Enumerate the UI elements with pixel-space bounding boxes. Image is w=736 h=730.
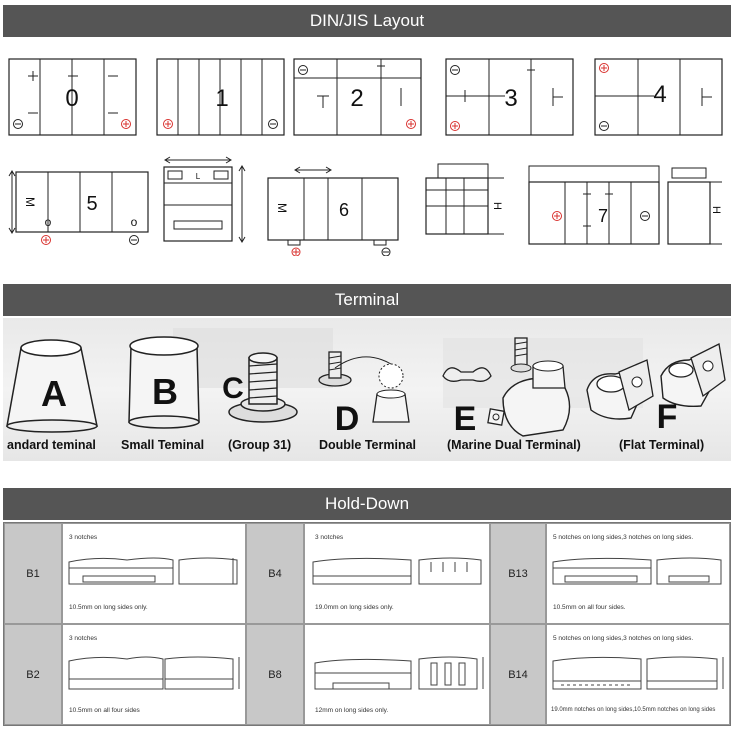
holddown-b13-bottom: 10.5mm on all four sides.: [553, 604, 626, 611]
layout-7-diagram: [527, 164, 663, 246]
holddown-cell-b13: [546, 523, 730, 624]
svg-text:C: C: [222, 372, 244, 405]
layout-7-label: 7: [597, 206, 609, 226]
layout-5-l-label: L: [195, 172, 201, 181]
layout-1-label: 1: [215, 85, 229, 112]
terminal-b-icon: [129, 337, 199, 428]
terminal-b-label: Small Teminal: [121, 438, 205, 452]
layout-section-title: DIN/JIS Layout: [3, 5, 731, 37]
layout-3-label: 3: [504, 85, 518, 112]
layout-5-side-diagram: [160, 155, 256, 245]
svg-text:A: A: [41, 373, 67, 414]
layout-4-label: 4: [653, 81, 667, 108]
terminal-a-icon: [7, 340, 97, 432]
holddown-b1-top: 3 notches: [69, 534, 98, 541]
holddown-b4-bottom: 19.0mm on long sides only.: [315, 604, 394, 611]
holddown-b14-top: 5 notches on long sides,3 notches on long sides.: [553, 635, 694, 642]
holddown-code-b1: B1: [4, 523, 62, 624]
layout-6-m-label: M: [275, 203, 289, 213]
svg-text:B: B: [152, 371, 178, 412]
svg-text:F: F: [656, 398, 678, 436]
layout-5-m-label: M: [23, 197, 37, 207]
terminal-section-title: Terminal: [3, 284, 731, 316]
holddown-code-b14: B14: [490, 624, 546, 725]
terminal-f-label: (Flat Terminal): [619, 438, 705, 452]
terminal-d-label: Double Terminal: [319, 438, 417, 452]
holddown-b1-bottom: 10.5mm on long sides only.: [69, 604, 148, 611]
layout-6-h-label: H: [491, 202, 503, 210]
holddown-b4-top: 3 notches: [315, 534, 344, 541]
holddown-b2-bottom: 10.5mm on all four sides: [69, 707, 140, 714]
holddown-b2-top: 3 notches: [69, 635, 98, 642]
layout-5-label: 5: [86, 193, 98, 215]
svg-text:D: D: [334, 400, 360, 438]
layout-0-label: 0: [65, 85, 79, 112]
layout-2-label: 2: [350, 85, 364, 112]
terminal-c-label: (Group 31): [228, 438, 292, 452]
holddown-code-b4: B4: [246, 523, 304, 624]
layout-3-diagram: [445, 58, 575, 136]
terminal-e-label: (Marine Dual Terminal): [447, 438, 581, 452]
layout-6-side-diagram: [424, 162, 508, 238]
terminal-a-label: andard teminal: [7, 438, 96, 452]
holddown-cell-b1: [62, 523, 246, 624]
layout-7-h-label: H: [710, 206, 722, 214]
holddown-code-b2: B2: [4, 624, 62, 725]
layout-6-label: 6: [338, 200, 350, 220]
layout-2-diagram: [293, 58, 423, 136]
holddown-code-b13: B13: [490, 523, 546, 624]
holddown-cell-b8: [304, 624, 490, 725]
layout-5-diagram: [8, 162, 150, 248]
layout-0-diagram: [8, 58, 138, 136]
layout-4-diagram: [594, 58, 724, 136]
holddown-cell-b2: [62, 624, 246, 725]
layout-1-diagram: [156, 58, 286, 136]
holddown-b13-top: 5 notches on long sides,3 notches on long sides.: [553, 534, 694, 541]
holddown-cell-b14: [546, 624, 730, 725]
holddown-table: [3, 522, 731, 726]
svg-text:o: o: [130, 215, 138, 229]
holddown-b8-bottom: 12mm on long sides only.: [315, 707, 389, 714]
terminal-strip: [3, 318, 731, 461]
svg-text:E: E: [453, 400, 477, 438]
holddown-section-title: Hold-Down: [3, 488, 731, 520]
layout-7-side-diagram: [666, 164, 730, 246]
svg-text:o: o: [44, 215, 52, 229]
terminal-d-icon: [319, 352, 409, 438]
layout-6-diagram: [266, 164, 402, 256]
holddown-b14-bottom: 19.0mm notches on long sides,10.5mm notches on long sides: [551, 707, 716, 713]
holddown-cell-b4: [304, 523, 490, 624]
holddown-code-b8: B8: [246, 624, 304, 725]
